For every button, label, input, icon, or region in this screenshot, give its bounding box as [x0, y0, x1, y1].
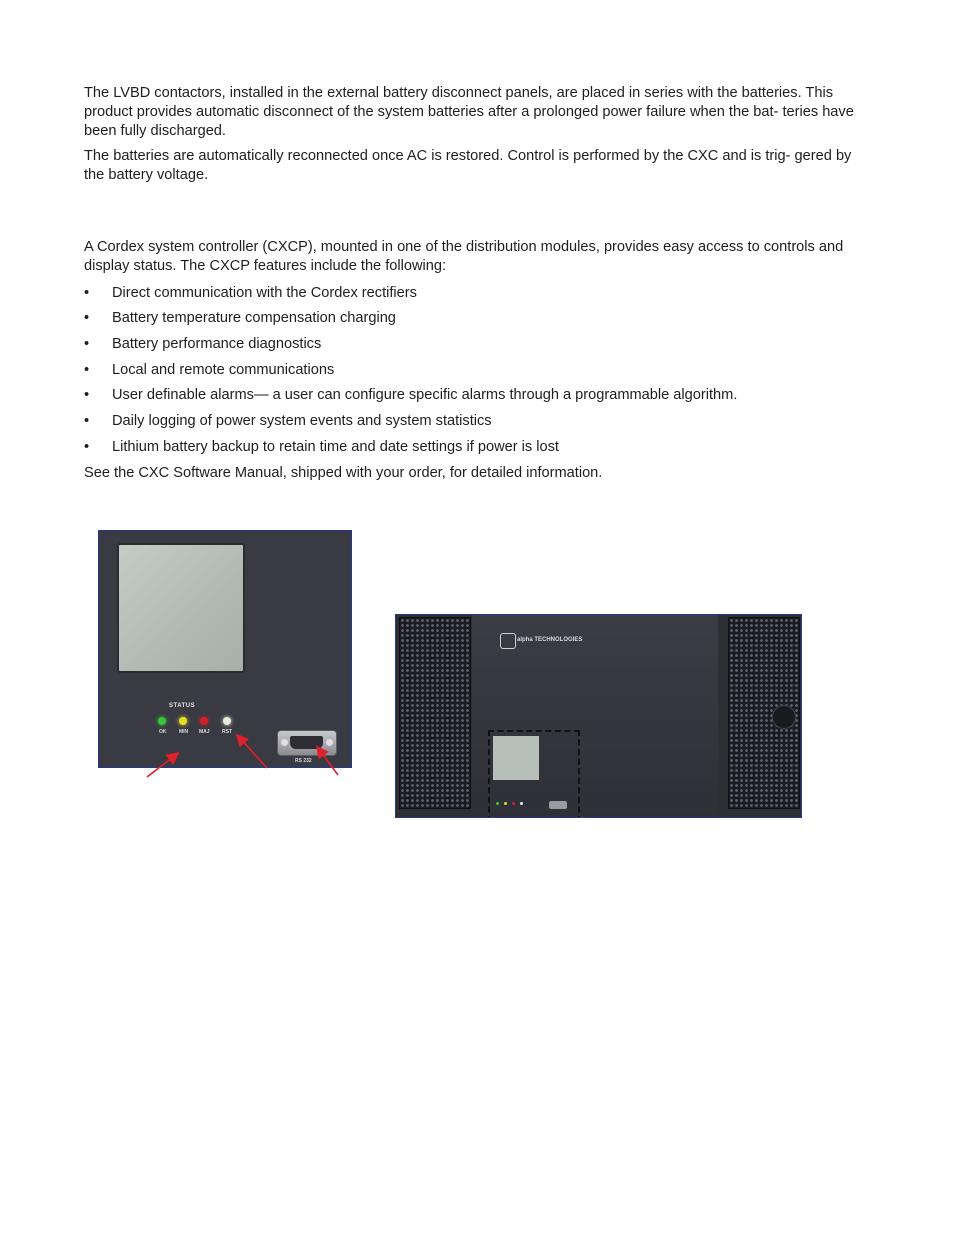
feature-text: Direct communication with the Cordex rectifiers: [112, 285, 417, 301]
controller-highlight-box: [488, 730, 580, 818]
min-led-label: MIN: [179, 729, 189, 735]
maj-led-icon: [200, 717, 208, 725]
bullet-marker: •: [84, 413, 90, 429]
lvbd-section: [84, 84, 874, 185]
feature-text: Battery performance diagnostics: [112, 336, 322, 352]
ok-led-label: OK: [159, 729, 167, 735]
bullet-marker: •: [84, 336, 90, 352]
rs232-port-icon: [277, 730, 337, 756]
rst-led-icon: [223, 717, 231, 725]
bullet-marker: •: [84, 362, 90, 378]
bullet-marker: •: [84, 387, 90, 403]
bullet-marker: •: [84, 310, 90, 326]
lcd-display: [117, 543, 245, 673]
rst-led-label: RST: [222, 729, 232, 735]
alpha-logo-icon: [500, 633, 516, 649]
maj-led-label: MAJ: [199, 729, 210, 735]
bullet-marker: •: [84, 285, 90, 301]
feature-text: Battery temperature compensation charging: [112, 310, 396, 326]
bullet-marker: •: [84, 439, 90, 455]
controller-closeup-photo: [98, 530, 352, 768]
see-also-text: See the CXC Software Manual, shipped with your order, for detailed information.: [84, 465, 603, 481]
feature-text: User definable alarms— a user can configure specific alarms through a programmable algorithm.: [112, 387, 738, 403]
status-label: STATUS: [169, 703, 196, 709]
ok-led-icon: [158, 717, 166, 725]
rs232-port-label: RS 232: [295, 758, 312, 764]
module-photo: [395, 614, 802, 818]
feature-text: Lithium battery backup to retain time and date settings if power is lost: [112, 439, 559, 455]
lvbd-paragraph-2: The batteries are automatically reconnected once AC is restored. Control is performed by the CXC and is trig- gered by the battery voltage.: [84, 147, 852, 183]
lvbd-paragraph-1: The LVBD contactors, installed in the external battery disconnect panels, are placed in series with the batteries. This product provides automatic disconnect of the system batteries after a prolonged power failure when the bat- teries have been fully discharged.: [84, 85, 854, 140]
latch-knob-icon: [772, 705, 796, 729]
min-led-icon: [179, 717, 187, 725]
logo-text: alpha TECHNOLOGIES: [517, 637, 583, 643]
left-vent-grille: [399, 617, 471, 809]
feature-text: Daily logging of power system events and system statistics: [112, 413, 492, 429]
feature-text: Local and remote communications: [112, 362, 335, 378]
cxcp-intro: A Cordex system controller (CXCP), mounted in one of the distribution modules, provides easy access to controls and display status. The CXCP features include the following:: [84, 239, 844, 275]
